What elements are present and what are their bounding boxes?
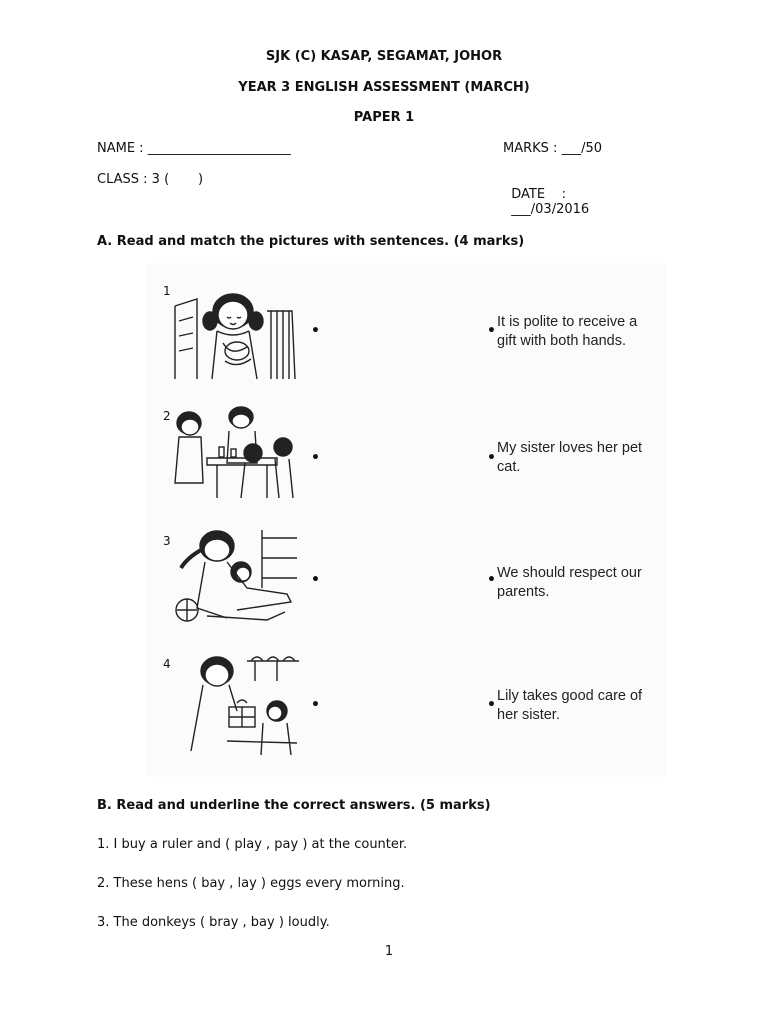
dot-right-2[interactable]: • (487, 450, 496, 466)
dot-left-4[interactable]: • (311, 697, 320, 713)
date-field (503, 172, 589, 217)
matching-panel (147, 263, 667, 777)
dot-left-2[interactable]: • (311, 450, 320, 466)
class-field: CLASS : 3 ( ) (97, 172, 204, 187)
date-value: ___/03/2016 (511, 202, 590, 217)
sentence-2: My sister loves her pet cat. (497, 440, 643, 475)
name-blank: ______________________ (147, 141, 291, 156)
question-1: 1. I buy a ruler and ( play , pay ) at the counter. (97, 837, 408, 852)
item-number-4: 4 (163, 657, 171, 671)
section-b-heading: B. Read and underline the correct answers. (5 marks) (97, 798, 491, 813)
sentence-4: Lily takes good care of her sister. (497, 688, 643, 723)
section-a-heading: A. Read and match the pictures with sentences. (4 marks) (97, 234, 525, 249)
sentence-1: It is polite to receive a gift with both hands. (497, 314, 638, 349)
dot-right-3[interactable]: • (487, 572, 496, 588)
item-number-3: 3 (163, 534, 171, 548)
paper-title: PAPER 1 (353, 110, 415, 125)
sentence-3: We should respect our parents. (497, 565, 642, 600)
name-field (97, 141, 291, 156)
item-number-2: 2 (163, 409, 171, 423)
exam-title: YEAR 3 ENGLISH ASSESSMENT (MARCH) (238, 80, 530, 95)
marks-label: MARKS : (503, 141, 558, 156)
dot-right-4[interactable]: • (487, 697, 496, 713)
family-at-table-picture (167, 403, 307, 503)
school-title: SJK (C) KASAP, SEGAMAT, JOHOR (265, 49, 503, 64)
item-number-1: 1 (163, 284, 171, 298)
dot-left-1[interactable]: • (311, 323, 320, 339)
dot-right-1[interactable]: • (487, 323, 496, 339)
girl-caring-for-baby-picture (167, 528, 307, 628)
girl-giving-gift-picture (167, 651, 307, 761)
name-label: NAME : (97, 141, 144, 156)
girl-holding-cat-picture (167, 281, 307, 381)
dot-left-3[interactable]: • (311, 572, 320, 588)
page-number: 1 (384, 944, 394, 959)
question-2: 2. These hens ( bay , lay ) eggs every morning. (97, 876, 405, 891)
date-label: DATE : (511, 187, 566, 202)
marks-value: ___/50 (561, 141, 602, 156)
question-3: 3. The donkeys ( bray , bay ) loudly. (97, 915, 330, 930)
marks-field (503, 141, 602, 156)
